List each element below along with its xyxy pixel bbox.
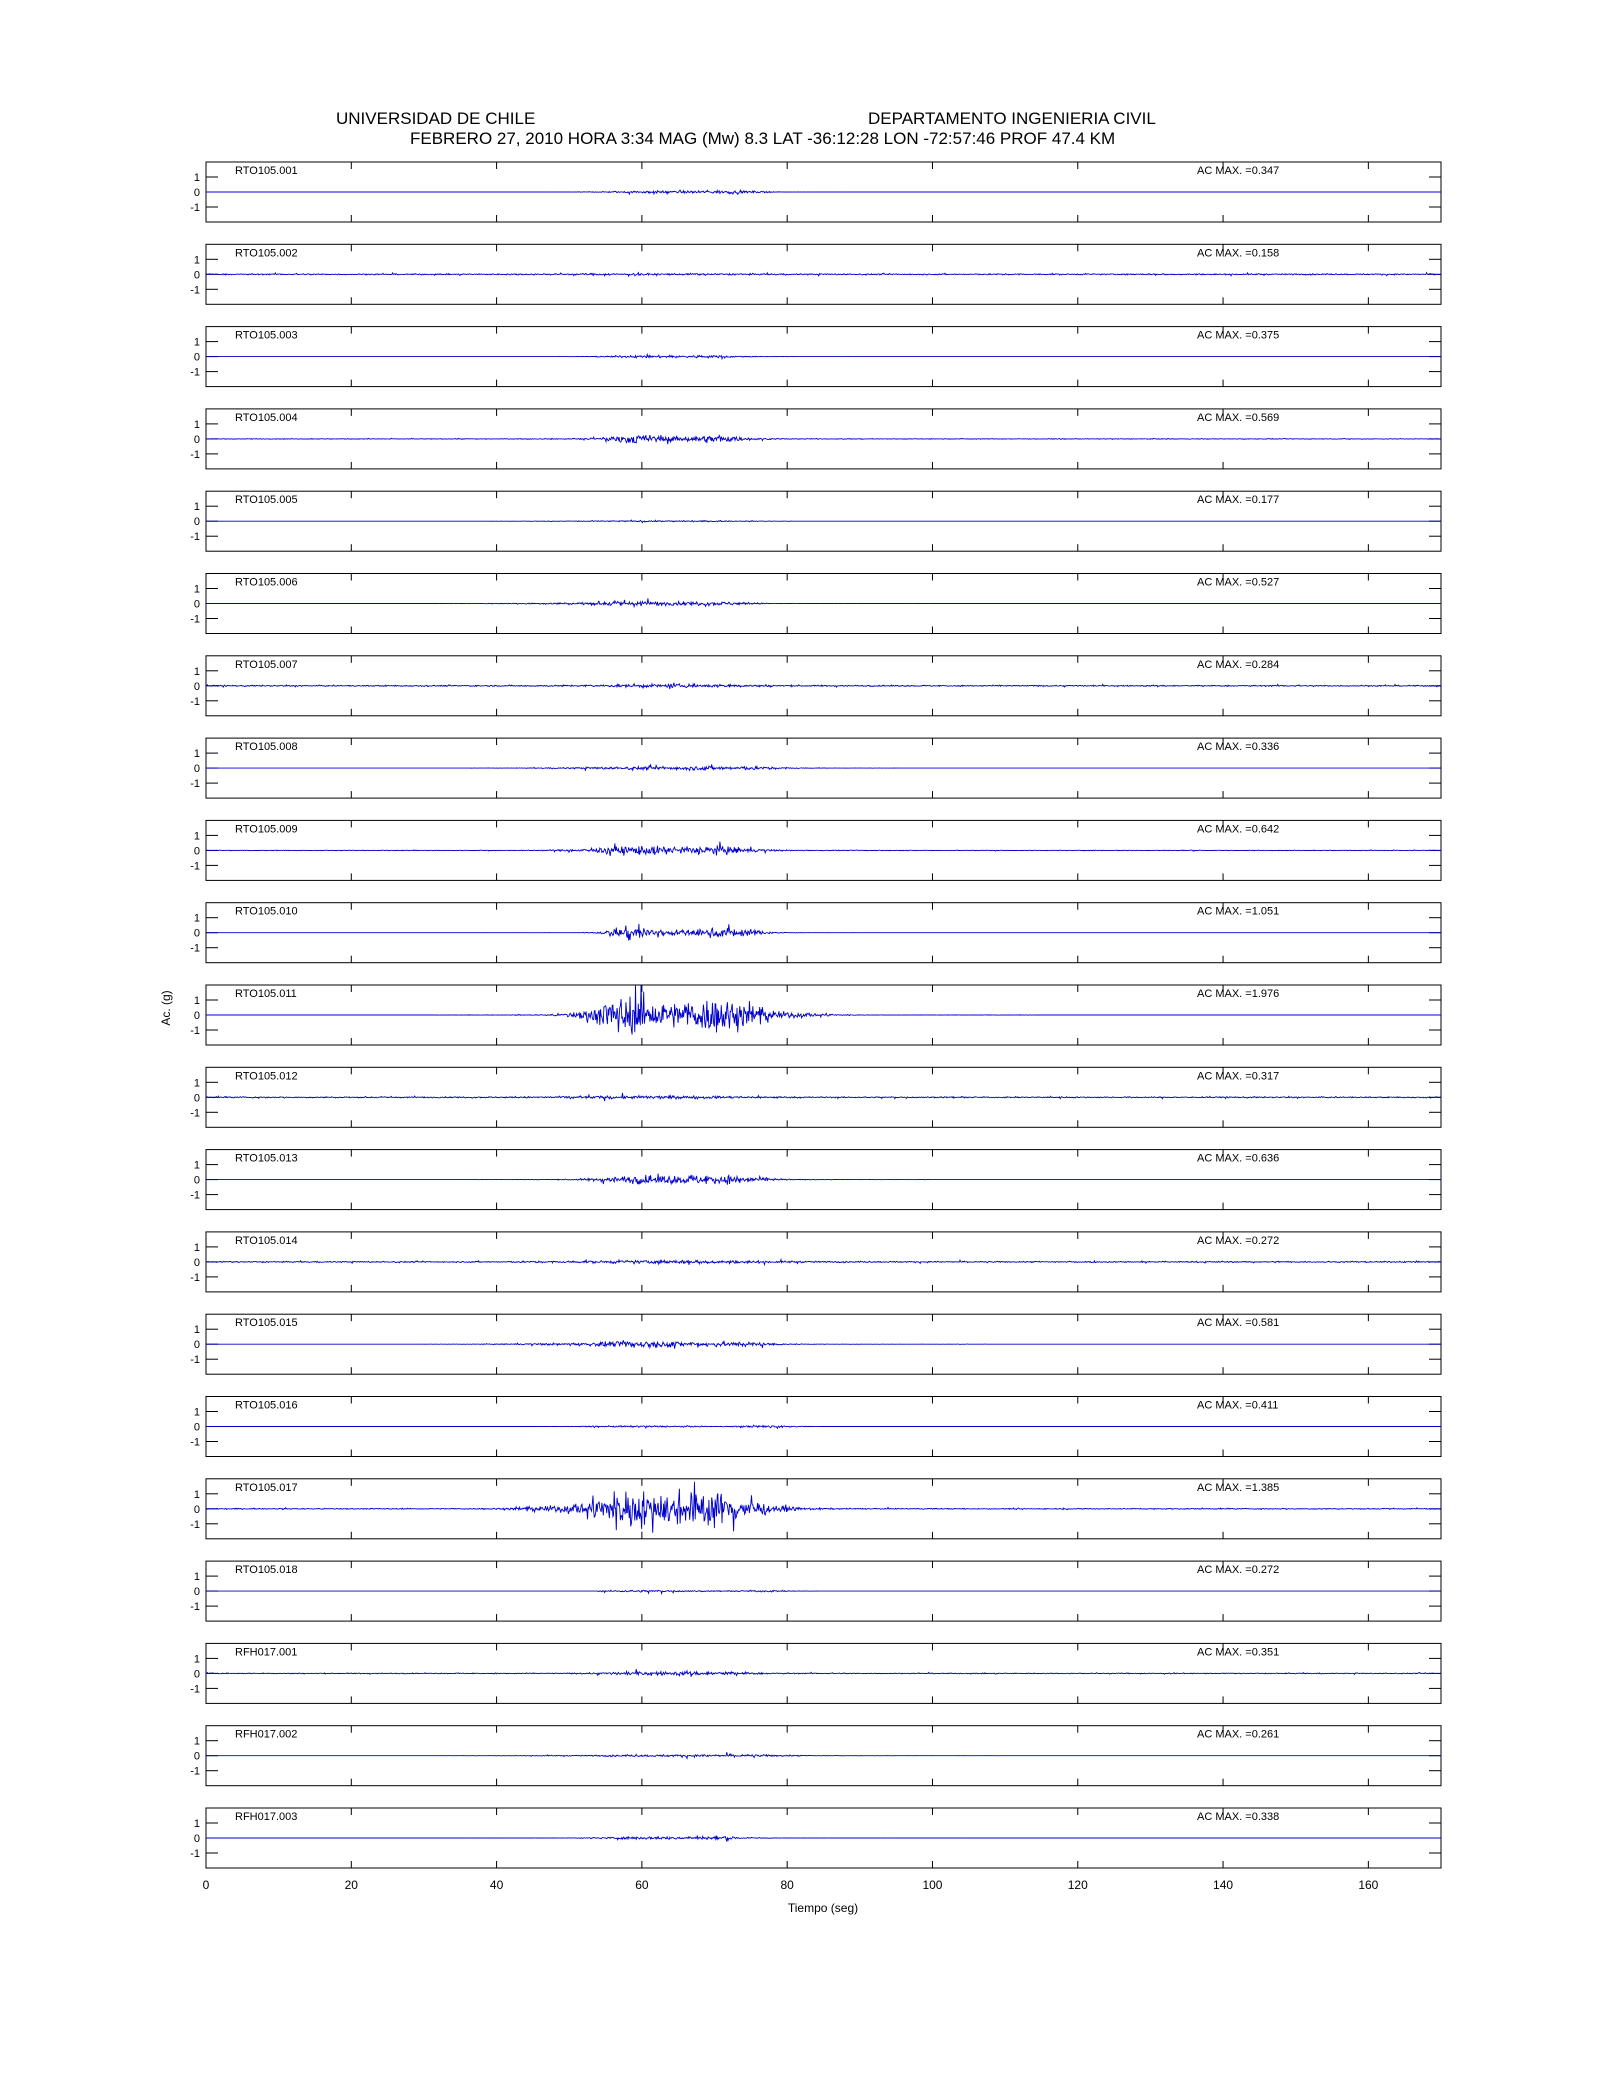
ac-max-label: AC MAX. =0.261 <box>1197 1728 1280 1741</box>
y-tick-label: 1 <box>193 748 200 761</box>
trace-line <box>206 842 1441 857</box>
y-tick-label: 1 <box>193 1653 200 1666</box>
y-tick-label: 0 <box>193 433 200 446</box>
y-tick-label: -1 <box>190 1189 200 1202</box>
trace-name: RTO105.017 <box>235 1481 298 1494</box>
ac-max-label: AC MAX. =0.351 <box>1197 1646 1280 1659</box>
trace-name: RTO105.007 <box>235 658 298 671</box>
ac-max-label: AC MAX. =0.375 <box>1197 329 1280 342</box>
trace-line <box>206 1174 1441 1185</box>
trace-panel-RTO105.012 <box>190 1067 1441 1127</box>
trace-panel-RFH017.002 <box>190 1726 1441 1786</box>
ac-max-label: AC MAX. =0.411 <box>1197 1399 1279 1412</box>
trace-line <box>206 764 1441 770</box>
y-tick-label: -1 <box>190 1436 200 1449</box>
x-tick-label: 100 <box>922 1878 943 1892</box>
trace-line <box>206 1340 1441 1348</box>
ac-max-label: AC MAX. =0.272 <box>1197 1234 1280 1247</box>
y-tick-label: -1 <box>190 1025 200 1037</box>
trace-name: RTO105.012 <box>235 1070 298 1083</box>
trace-line <box>206 1836 1441 1842</box>
y-tick-label: 0 <box>193 1421 200 1434</box>
trace-name: RFH017.003 <box>235 1811 298 1823</box>
panels <box>190 162 1441 1868</box>
y-tick-label: 0 <box>193 516 200 529</box>
trace-panel-RFH017.003 <box>190 1808 1441 1868</box>
y-tick-label: 1 <box>193 995 200 1007</box>
y-tick-label: 1 <box>193 1406 200 1419</box>
x-tick-label: 80 <box>780 1878 794 1892</box>
trace-panel-RTO105.007 <box>190 656 1441 716</box>
y-tick-label: 1 <box>193 1818 200 1830</box>
trace-line <box>206 1425 1441 1428</box>
y-tick-label: 0 <box>193 1339 200 1352</box>
x-tick-label: 60 <box>635 1878 649 1892</box>
trace-name: RTO105.005 <box>235 494 298 507</box>
y-tick-label: 1 <box>193 1488 200 1501</box>
trace-name: RTO105.018 <box>235 1564 298 1577</box>
y-tick-label: 0 <box>193 1750 200 1763</box>
x-tick-label: 140 <box>1213 1878 1234 1892</box>
trace-name: RTO105.001 <box>235 165 298 177</box>
y-tick-label: 0 <box>193 1668 200 1681</box>
trace-line <box>206 190 1441 194</box>
y-tick-label: -1 <box>190 942 200 955</box>
trace-line <box>206 1590 1441 1593</box>
trace-line <box>206 1093 1441 1101</box>
trace-panel-RTO105.004 <box>190 409 1441 469</box>
trace-name: RTO105.013 <box>235 1152 298 1165</box>
y-tick-label: -1 <box>190 1601 200 1614</box>
trace-name: RFH017.001 <box>235 1646 298 1659</box>
x-tick-label: 160 <box>1358 1878 1379 1892</box>
ac-max-label: AC MAX. =1.385 <box>1197 1481 1280 1494</box>
trace-name: RTO105.010 <box>235 905 298 918</box>
y-tick-label: -1 <box>190 366 200 379</box>
trace-panel-RTO105.006 <box>190 574 1441 634</box>
trace-name: RTO105.003 <box>235 329 298 342</box>
y-tick-label: 1 <box>193 336 200 349</box>
trace-line <box>206 1669 1441 1677</box>
y-tick-label: -1 <box>190 284 200 297</box>
trace-line <box>206 273 1441 277</box>
y-tick-label: 0 <box>193 1503 200 1516</box>
trace-panel-RTO105.001 <box>190 162 1441 222</box>
y-tick-label: 1 <box>193 1571 200 1584</box>
y-tick-label: 0 <box>193 1833 200 1845</box>
trace-name: RTO105.004 <box>235 411 298 424</box>
y-tick-label: 1 <box>193 1077 200 1090</box>
trace-name: RTO105.015 <box>235 1317 298 1330</box>
y-tick-label: 0 <box>193 845 200 858</box>
ac-max-label: AC MAX. =0.581 <box>1197 1317 1280 1330</box>
y-tick-label: 1 <box>193 1241 200 1254</box>
y-tick-label: 0 <box>193 1174 200 1187</box>
y-tick-label: 1 <box>193 1159 200 1172</box>
trace-panel-RTO105.014 <box>190 1232 1441 1292</box>
trace-line <box>206 1260 1441 1265</box>
header-subtitle: FEBRERO 27, 2010 HORA 3:34 MAG (Mw) 8.3 LAT -36:12:28 LON -72:57:46 PROF 47.4 KM <box>410 129 1116 148</box>
ac-max-label: AC MAX. =0.338 <box>1197 1811 1280 1823</box>
y-tick-label: 1 <box>193 1324 200 1337</box>
y-tick-label: -1 <box>190 531 200 544</box>
y-tick-label: 1 <box>193 912 200 925</box>
trace-panel-RTO105.015 <box>190 1314 1441 1374</box>
header-right: DEPARTAMENTO INGENIERIA CIVIL <box>868 109 1156 128</box>
trace-panel-RTO105.010 <box>190 903 1441 963</box>
ac-max-label: AC MAX. =0.347 <box>1197 165 1280 177</box>
y-tick-label: -1 <box>190 695 200 708</box>
x-axis <box>203 1878 1379 1892</box>
y-tick-label: 0 <box>193 1010 200 1022</box>
x-axis-label: Tiempo (seg) <box>787 1901 859 1915</box>
y-tick-label: -1 <box>190 1354 200 1367</box>
trace-panel-RTO105.009 <box>190 820 1441 880</box>
y-tick-label: -1 <box>190 860 200 873</box>
y-axis-label: Ac. (g) <box>159 990 173 1026</box>
trace-panel-RTO105.003 <box>190 327 1441 387</box>
y-tick-label: -1 <box>190 1848 200 1860</box>
y-tick-label: 0 <box>193 927 200 940</box>
y-tick-label: 0 <box>193 1092 200 1105</box>
trace-name: RFH017.002 <box>235 1728 298 1741</box>
y-tick-label: 0 <box>193 269 200 282</box>
y-tick-label: 0 <box>193 187 200 199</box>
y-tick-label: -1 <box>190 1683 200 1696</box>
y-tick-label: 1 <box>193 418 200 431</box>
x-tick-label: 40 <box>489 1878 504 1892</box>
y-tick-label: -1 <box>190 1107 200 1120</box>
y-tick-label: 0 <box>193 598 200 611</box>
trace-name: RTO105.002 <box>235 247 298 260</box>
trace-panel-RTO105.008 <box>190 738 1441 798</box>
x-tick-label: 0 <box>202 1878 210 1892</box>
trace-panel-RTO105.013 <box>190 1150 1441 1210</box>
y-tick-label: 0 <box>193 351 200 364</box>
ac-max-label: AC MAX. =1.051 <box>1197 905 1280 918</box>
trace-line <box>206 520 1441 523</box>
trace-name: RTO105.009 <box>235 823 298 836</box>
ac-max-label: AC MAX. =1.976 <box>1197 988 1280 1000</box>
trace-panel-RTO105.017 <box>190 1479 1441 1539</box>
y-tick-label: 1 <box>193 172 200 184</box>
y-tick-label: 0 <box>193 680 200 693</box>
trace-name: RTO105.014 <box>235 1234 298 1247</box>
header-left: UNIVERSIDAD DE CHILE <box>336 109 536 128</box>
y-tick-label: -1 <box>190 202 200 214</box>
trace-name: RTO105.011 <box>235 988 297 1000</box>
y-tick-label: -1 <box>190 1765 200 1778</box>
trace-name: RTO105.008 <box>235 741 298 754</box>
ac-max-label: AC MAX. =0.317 <box>1197 1070 1280 1083</box>
y-tick-label: -1 <box>190 448 200 461</box>
y-tick-label: 1 <box>193 254 200 267</box>
ac-max-label: AC MAX. =0.272 <box>1197 1564 1280 1577</box>
trace-panel-RTO105.011 <box>190 985 1441 1045</box>
trace-panel-RFH017.001 <box>190 1643 1441 1703</box>
y-tick-label: 0 <box>193 763 200 776</box>
y-tick-label: -1 <box>190 613 200 626</box>
ac-max-label: AC MAX. =0.158 <box>1197 247 1280 260</box>
trace-line <box>206 435 1441 444</box>
y-tick-label: -1 <box>190 778 200 791</box>
trace-line <box>206 683 1441 689</box>
trace-name: RTO105.006 <box>235 576 298 589</box>
ac-max-label: AC MAX. =0.177 <box>1197 494 1280 507</box>
trace-line <box>206 924 1441 941</box>
y-tick-label: -1 <box>190 1271 200 1284</box>
ac-max-label: AC MAX. =0.642 <box>1197 823 1280 836</box>
x-tick-label: 20 <box>344 1878 358 1892</box>
trace-name: RTO105.016 <box>235 1399 298 1412</box>
trace-panel-RTO105.005 <box>190 491 1441 551</box>
ac-max-label: AC MAX. =0.569 <box>1197 411 1280 424</box>
y-tick-label: 1 <box>193 1735 200 1748</box>
y-tick-label: 1 <box>193 583 200 596</box>
y-tick-label: 0 <box>193 1586 200 1599</box>
ac-max-label: AC MAX. =0.527 <box>1197 576 1280 589</box>
x-tick-label: 120 <box>1067 1878 1088 1892</box>
ac-max-label: AC MAX. =0.636 <box>1197 1152 1280 1165</box>
y-tick-label: 1 <box>193 501 200 514</box>
y-tick-label: 1 <box>193 830 200 843</box>
trace-line <box>206 354 1441 358</box>
ac-max-label: AC MAX. =0.336 <box>1197 741 1280 754</box>
trace-panel-RTO105.018 <box>190 1561 1441 1621</box>
trace-panel-RTO105.016 <box>190 1397 1441 1457</box>
trace-line <box>206 598 1441 606</box>
trace-line <box>206 1752 1441 1758</box>
ac-max-label: AC MAX. =0.284 <box>1197 658 1280 671</box>
y-tick-label: -1 <box>190 1518 200 1531</box>
y-tick-label: 1 <box>193 665 200 678</box>
trace-panel-RTO105.002 <box>190 244 1441 304</box>
y-tick-label: 0 <box>193 1256 200 1269</box>
